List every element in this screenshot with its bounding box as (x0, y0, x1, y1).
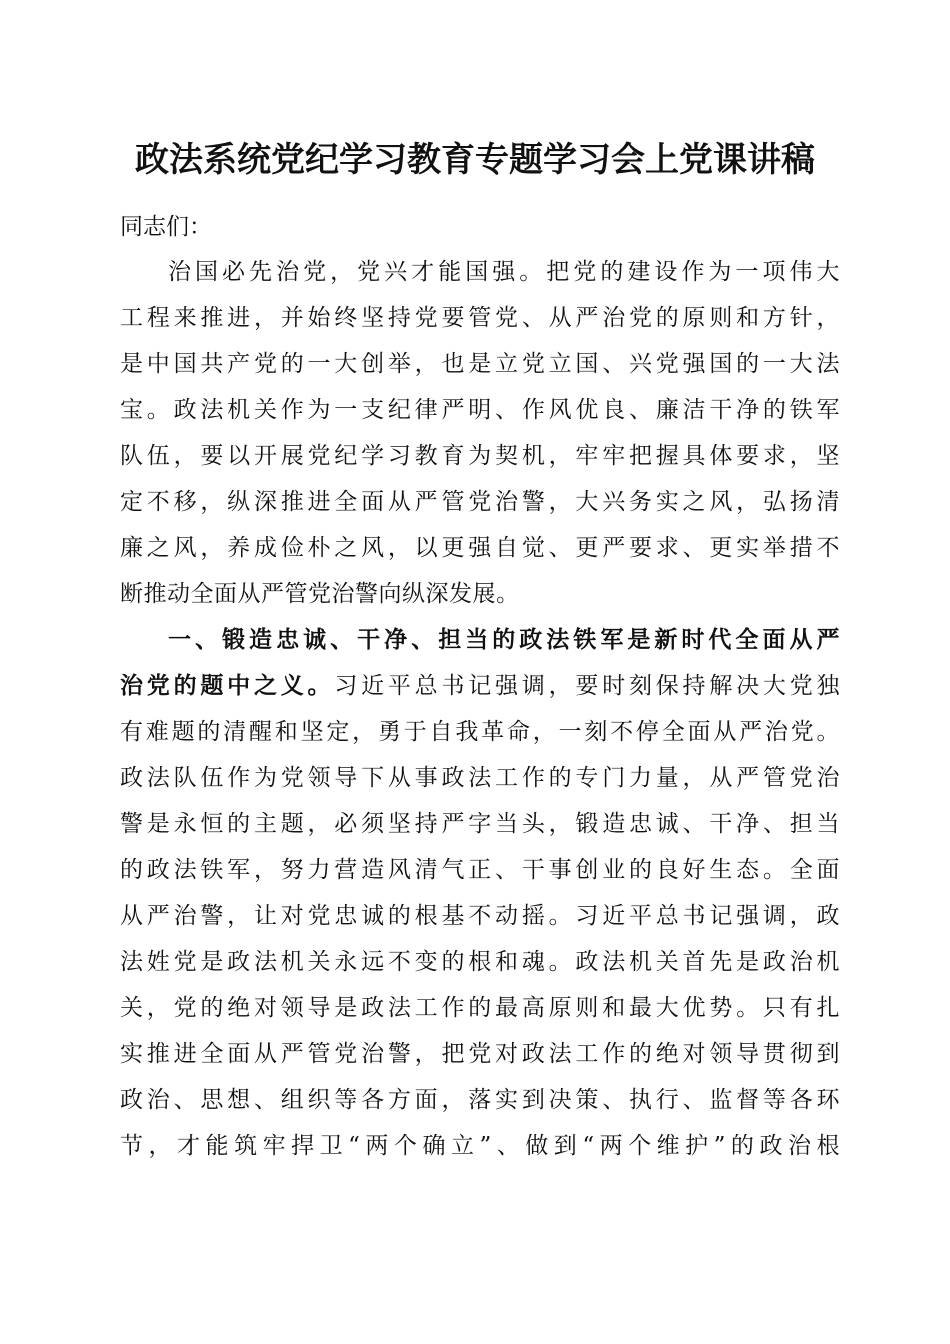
paragraph-line: 宝。政法机关作为一支纪律严明、作风优良、廉洁干净的铁军 (120, 397, 840, 423)
paragraph-line: 断推动全面从严管党治警向纵深发展。 (120, 581, 520, 607)
paragraph-line: 的政法铁军，努力营造风清气正、干事创业的良好生态。全面 (120, 857, 840, 883)
paragraph-line: 治国必先治党，党兴才能国强。把党的建设作为一项伟大 (168, 259, 840, 285)
paragraph-line: 队伍，要以开展党纪学习教育为契机，牢牢把握具体要求，坚 (120, 443, 840, 469)
paragraph-line: 定不移，纵深推进全面从严管党治警，大兴务实之风，弘扬清 (120, 489, 840, 515)
paragraph-line: 节，才能筑牢捍卫“两个确立”、做到“两个维护”的政治根 (120, 1133, 840, 1159)
paragraph-line: 政法队伍作为党领导下从事政法工作的专门力量，从严管党治 (120, 765, 840, 791)
paragraph-line: 政治、思想、组织等各方面，落实到决策、执行、监督等各环 (120, 1087, 840, 1113)
section-heading-bold: 治党的题中之义。 (120, 672, 335, 699)
paragraph-line: 有难题的清醒和坚定，勇于自我革命，一刻不停全面从严治党。 (120, 719, 840, 745)
paragraph-line: 警是永恒的主题，必须坚持严字当头，锻造忠诚、干净、担当 (120, 811, 840, 837)
section-heading-rest: 习近平总书记强调，要时刻保持解决大党独 (334, 673, 841, 699)
greeting: 同志们： (120, 214, 212, 240)
paragraph-line: 法姓党是政法机关永远不变的根和魂。政法机关首先是政治机 (120, 949, 840, 975)
document-title: 政法系统党纪学习教育专题学习会上党课讲稿 (135, 140, 815, 180)
paragraph-line: 实推进全面从严管党治警，把党对政法工作的绝对领导贯彻到 (120, 1041, 840, 1067)
paragraph-line: 从严治警，让对党忠诚的根基不动摇。习近平总书记强调，政 (120, 903, 840, 929)
document-body (120, 249, 840, 1169)
paragraph-line: 工程来推进，并始终坚持党要管党、从严治党的原则和方针， (120, 305, 840, 331)
section-heading: 一、锻造忠诚、干净、担当的政法铁军是新时代全面从严 (168, 626, 840, 653)
paragraph-line: 廉之风，养成俭朴之风，以更强自觉、更严要求、更实举措不 (120, 535, 840, 561)
section-heading-continuation (120, 663, 840, 709)
paragraph-line: 是中国共产党的一大创举，也是立党立国、兴党强国的一大法 (120, 351, 840, 377)
paragraph-line: 关，党的绝对领导是政法工作的最高原则和最大优势。只有扎 (120, 995, 840, 1021)
